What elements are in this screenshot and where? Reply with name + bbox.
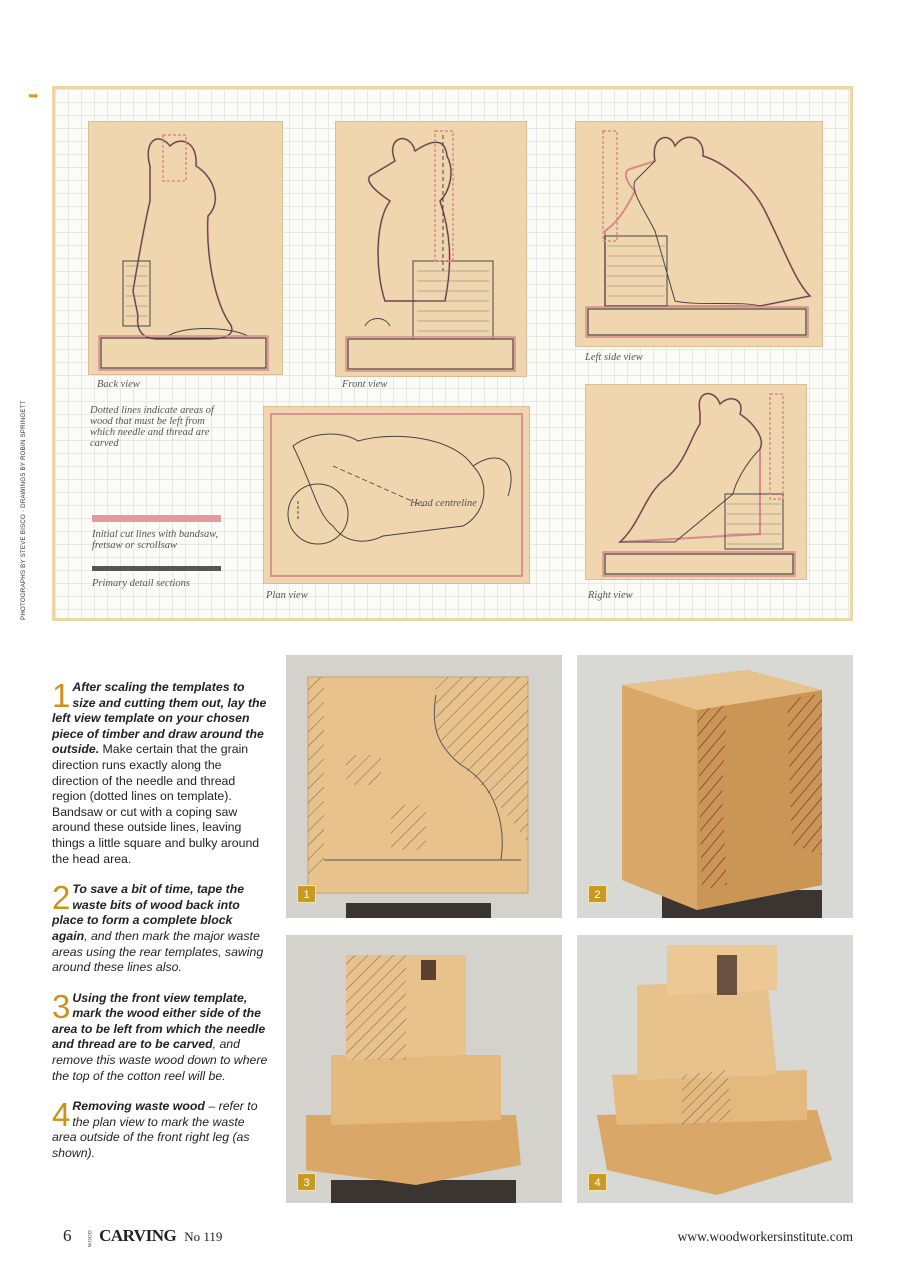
photo-1-image <box>286 655 562 918</box>
step-body: , and remove this waste wood down to where the top of the cotton reel will be. <box>52 1037 268 1083</box>
right-view-drawing <box>585 384 807 580</box>
step-1 <box>52 677 270 867</box>
photo-2 <box>577 655 853 918</box>
photo-2-badge: 2 <box>588 885 607 903</box>
step-body: – refer to the plan view to mark the waste area outside of the front right leg (as shown). <box>52 1099 258 1161</box>
steps-column <box>52 677 270 1177</box>
right-view-template <box>585 384 807 580</box>
step-2 <box>52 879 270 976</box>
back-view-drawing <box>88 121 283 375</box>
right-view-caption: Right view <box>588 590 633 601</box>
left-view-drawing <box>575 121 823 347</box>
left-view-caption: Left side view <box>585 352 643 363</box>
photo-2-image <box>577 655 853 918</box>
step-body: , and then mark the major waste areas using the rear templates, sawing around these lines also. <box>52 928 264 975</box>
step-lead: To save a bit of time, tape the waste bits of wood back into place to form a complete block again <box>52 882 245 943</box>
photo-1-badge: 1 <box>297 885 316 903</box>
photo-3 <box>286 935 562 1203</box>
step-lead: After scaling the templates to size and cutting them out, lay the left view template on your chosen piece of timber and draw around the outside. <box>52 680 267 757</box>
legend-detail-note: Primary detail sections <box>92 578 190 589</box>
front-view-template <box>335 121 527 377</box>
left-view-template <box>575 121 823 347</box>
front-view-caption: Front view <box>342 379 388 390</box>
step-3 <box>52 987 270 1085</box>
photo-4-badge: 4 <box>588 1173 607 1191</box>
front-view-drawing <box>335 121 527 377</box>
step-lead: Removing waste wood <box>72 1099 205 1114</box>
legend-detail-swatch <box>92 566 221 571</box>
magazine-title: CARVING <box>99 1226 177 1245</box>
plan-view-template <box>263 406 530 584</box>
step-number: 1 <box>52 677 71 714</box>
step-number: 3 <box>52 987 71 1025</box>
template-sheet <box>52 86 853 621</box>
step-body: Make certain that the grain direction runs exactly along the direction of the needle and thread region (dotted lines on template). Bandsaw or cut with a coping saw around these outside lines, leaving things a little square and bulky around the head area. <box>52 742 260 866</box>
footer-url[interactable]: www.woodworkersinstitute.com <box>677 1229 853 1244</box>
photo-credit: PHOTOGRAPHS BY STEVE BISCO · DRAWINGS BY ROBIN SPRINGETT <box>20 400 27 620</box>
legend-cut-note: Initial cut lines with bandsaw, fretsaw or scrollsaw <box>92 529 219 551</box>
step-number: 4 <box>52 1096 71 1134</box>
plan-view-drawing <box>263 406 530 584</box>
photo-4-image <box>577 935 853 1203</box>
back-view-template <box>88 121 283 375</box>
photo-3-badge: 3 <box>297 1173 316 1191</box>
legend-dotted-note: Dotted lines indicate areas of wood that must be left from which needle and thread are carved <box>90 405 214 449</box>
photo-1 <box>286 655 562 918</box>
head-centreline-caption: Head centreline <box>410 498 477 509</box>
photo-3-image <box>286 935 562 1203</box>
page-number: 6 <box>63 1226 72 1245</box>
page-marker-icon: ➥ <box>28 88 39 103</box>
issue-number: No 119 <box>184 1229 223 1244</box>
plan-view-caption: Plan view <box>266 590 308 601</box>
photo-4 <box>577 935 853 1203</box>
step-4 <box>52 1096 270 1161</box>
legend-cut-swatch <box>92 515 221 522</box>
step-number: 2 <box>52 879 71 917</box>
footer-left <box>63 1226 222 1246</box>
back-view-caption: Back view <box>97 379 140 390</box>
masthead-small: WOOD <box>87 1229 93 1248</box>
step-lead: Using the front view template, mark the wood either side of the area to be left from which the needle and thread are to be carved <box>52 990 266 1052</box>
